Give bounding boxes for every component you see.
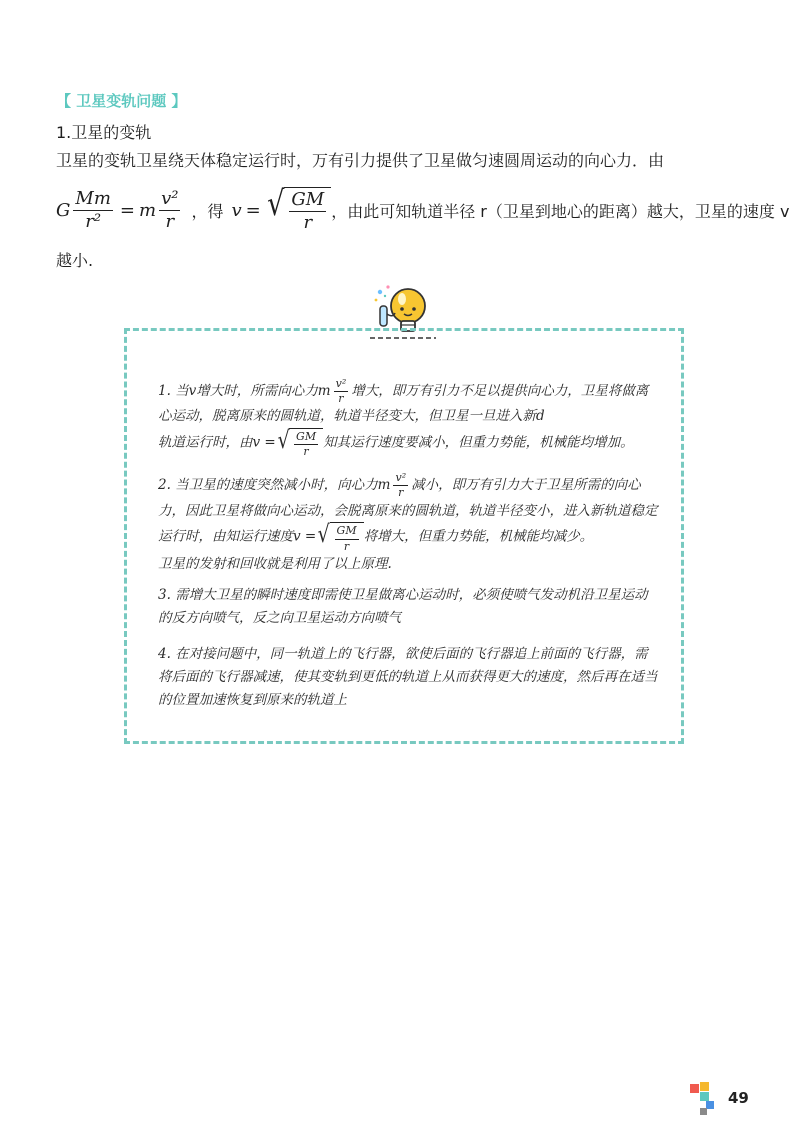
radicand xyxy=(284,187,331,233)
conclusion-end: 越小. xyxy=(56,251,94,270)
denominator: r xyxy=(303,212,313,233)
note-paragraph-3: 3. 需增大卫星的瞬时速度即需使卫星做离心运动时，必须使喷气发动机沿卫星运动的反方向喷气，反之向卫星运动方向喷气 xyxy=(158,586,648,626)
formula-m: m xyxy=(138,199,157,221)
note-2-part-b: 减小，即万有引力大于卫星所需的向心力，因此卫星将做向心运动，会脱离原来的圆轨道，轨道半径变小，进入新轨道稳定运行时，由知运行速度v = xyxy=(158,477,658,546)
sqrt-GM-over-r xyxy=(265,184,331,233)
note-2-part-d: 卫星的发射和回收就是利用了以上原理. xyxy=(158,555,392,572)
note-1-part-a: 1. 当v增大时，所需向心力m xyxy=(158,383,331,400)
equals-sign: = xyxy=(119,199,135,221)
radical-sign: √ xyxy=(266,184,285,225)
fraction-v2-over-r xyxy=(334,378,349,405)
equals-sign: = xyxy=(245,199,261,221)
numerator: v² xyxy=(334,378,349,392)
note-2-part-c: 将增大，但重力势能，机械能均减少。 xyxy=(363,529,594,546)
fraction-GM-over-r xyxy=(335,525,359,552)
sqrt-GM-over-r xyxy=(276,428,323,458)
note-1-symbol-d: d xyxy=(536,408,545,425)
formula-G: G xyxy=(56,199,71,221)
note-paragraph-4: 4. 在对接问题中，同一轨道上的飞行器，欲使后面的飞行器追上前面的飞行器，需将后面的飞行器减速，使其变轨到更低的轨道上从而获得更大的速度，然后再在适当的位置加速恢复到原来的轨道上 xyxy=(158,646,658,709)
radical-sign: √ xyxy=(317,520,331,549)
radicand xyxy=(330,522,364,552)
note-paragraph-2 xyxy=(158,472,658,575)
numerator: GM xyxy=(335,525,359,539)
numerator: v² xyxy=(393,472,408,486)
colored-blocks-logo xyxy=(690,1082,716,1116)
radical-sign: √ xyxy=(277,426,290,455)
fraction-GM-over-r xyxy=(289,190,326,233)
page-number: 49 xyxy=(728,1089,749,1107)
numerator: GM xyxy=(294,431,318,445)
denominator: r xyxy=(165,210,175,232)
subheading: 1.卫星的变轨 xyxy=(56,123,152,142)
radicand xyxy=(289,428,323,458)
fraction-v2-over-r xyxy=(159,189,180,232)
denominator: r² xyxy=(85,210,102,232)
note-2-part-a: 2. 当卫星的速度突然减小时，向心力m xyxy=(158,477,391,494)
note-1-part-e: 知其运行速度要减小，但重力势能，机械能均增加。 xyxy=(323,434,634,451)
formula-de-text: ，得 xyxy=(191,201,224,221)
fraction-v2-over-r xyxy=(393,472,408,499)
denominator: r xyxy=(398,486,404,500)
formula-conclusion: ，由此可知轨道半径 r（卫星到地心的距离）越大，卫星的速度 v xyxy=(331,201,790,221)
denominator: r xyxy=(343,539,350,553)
fraction-GM-over-r xyxy=(294,431,318,458)
formula-v: v xyxy=(231,199,242,221)
section-title: 【 卫星变轨问题 】 xyxy=(56,92,187,110)
notes-content xyxy=(158,378,658,726)
note-1-part-b: 增大，即万有引力不足以提供向心力，卫星将做离心运动，脱离原来的圆轨道，轨道半径变大，但卫星一旦进入新 xyxy=(158,383,649,425)
denominator: r xyxy=(303,445,309,459)
sqrt-GM-over-r xyxy=(316,522,363,552)
note-1-part-c: 轨道运行时，由v = xyxy=(158,434,276,451)
fraction-Mm-over-r2 xyxy=(73,189,113,232)
numerator: Mm xyxy=(75,187,111,209)
note-paragraph-1 xyxy=(158,378,658,458)
orbit-formula xyxy=(56,180,789,240)
numerator: GM xyxy=(291,189,325,211)
numerator: v² xyxy=(161,187,179,209)
denominator: r xyxy=(338,392,344,406)
intro-text: 卫星的变轨卫星绕天体稳定运行时，万有引力提供了卫星做匀速圆周运动的向心力．由 xyxy=(56,151,665,170)
